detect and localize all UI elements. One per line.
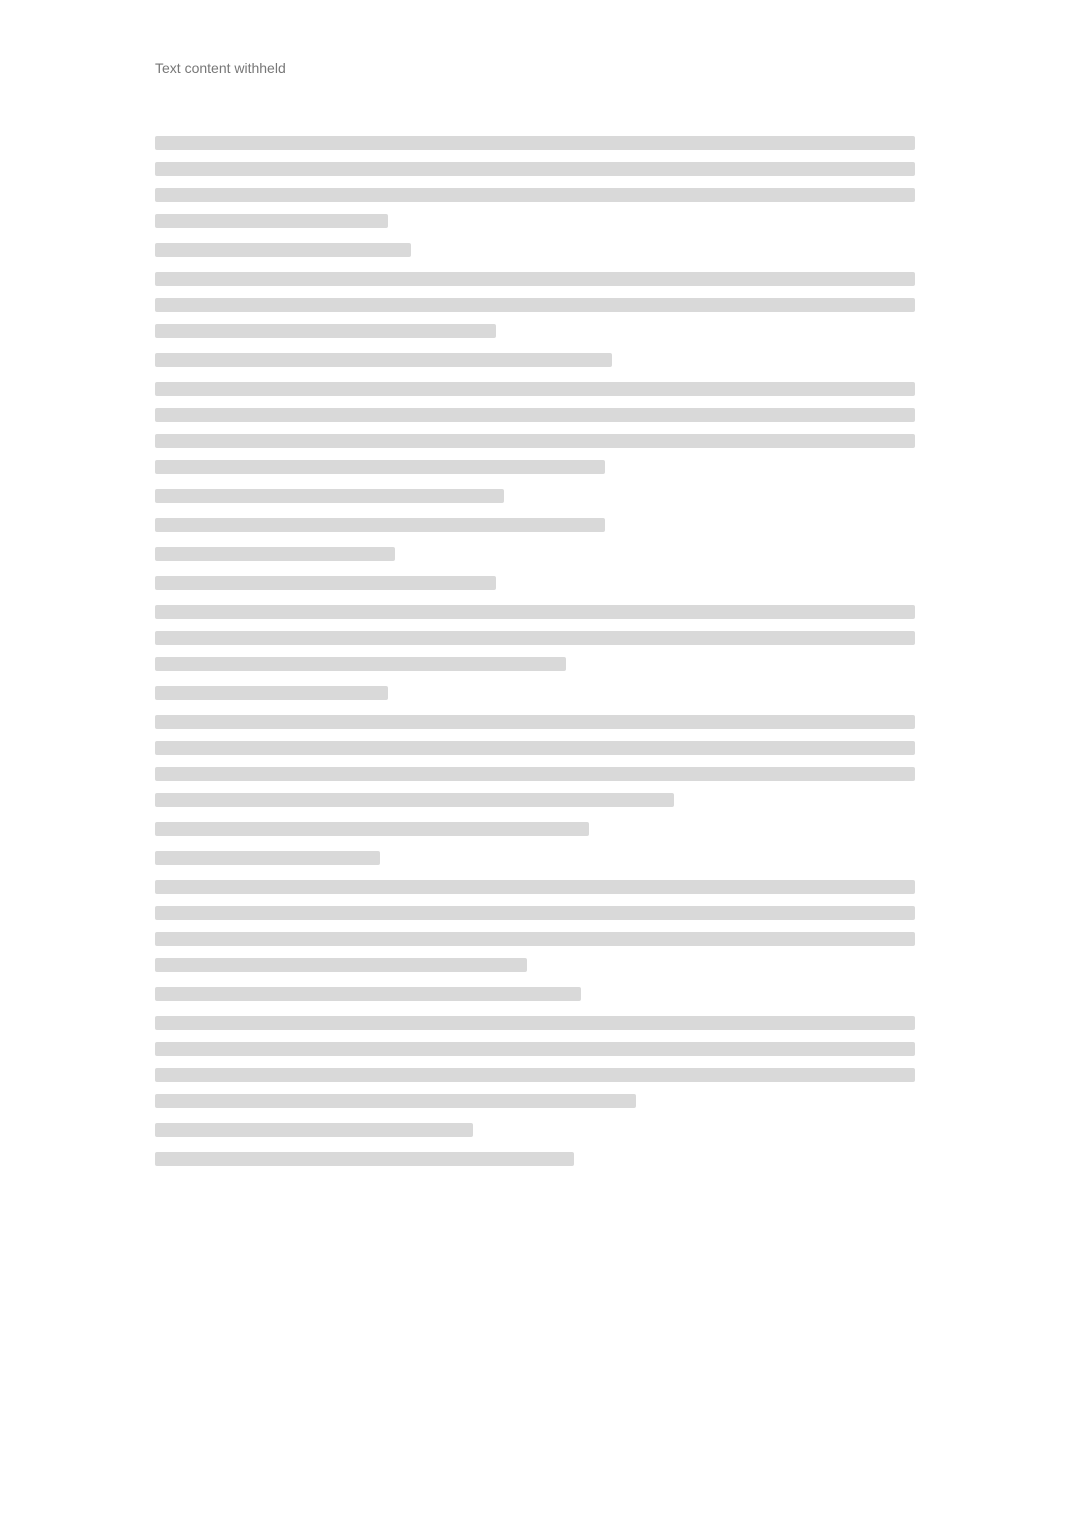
text-line-placeholder [155,793,674,807]
paragraph-placeholder [155,715,930,807]
text-line-placeholder [155,1152,574,1166]
text-line-placeholder [155,460,605,474]
paragraph-placeholder [155,272,930,338]
text-line-placeholder [155,1068,915,1082]
text-line-placeholder [155,136,915,150]
paragraph-placeholder [155,987,930,1001]
text-line-placeholder [155,243,411,257]
paragraph-placeholder [155,353,930,367]
text-line-placeholder [155,576,496,590]
document-page [155,130,930,1181]
paragraph-placeholder [155,136,930,228]
text-line-placeholder [155,741,915,755]
paragraph-placeholder [155,489,930,503]
paragraph-placeholder [155,382,930,474]
paragraph-placeholder [155,547,930,561]
paragraph-placeholder [155,686,930,700]
text-line-placeholder [155,851,380,865]
text-line-placeholder [155,767,915,781]
text-line-placeholder [155,987,581,1001]
text-line-placeholder [155,408,915,422]
text-line-placeholder [155,272,915,286]
text-line-placeholder [155,686,388,700]
text-line-placeholder [155,932,915,946]
paragraph-placeholder [155,1123,930,1137]
text-line-placeholder [155,214,388,228]
text-line-placeholder [155,489,504,503]
text-line-placeholder [155,1016,915,1030]
paragraph-placeholder [155,605,930,671]
text-line-placeholder [155,353,612,367]
text-line-placeholder [155,162,915,176]
paragraph-placeholder [155,822,930,836]
paragraph-placeholder [155,880,930,972]
paragraph-placeholder [155,518,930,532]
text-line-placeholder [155,880,915,894]
text-line-placeholder [155,324,496,338]
text-line-placeholder [155,1042,915,1056]
text-line-placeholder [155,188,915,202]
text-line-placeholder [155,657,566,671]
text-line-placeholder [155,631,915,645]
text-line-placeholder [155,1094,636,1108]
paragraph-placeholder [155,1016,930,1108]
text-line-placeholder [155,434,915,448]
text-line-placeholder [155,382,915,396]
text-line-placeholder [155,958,527,972]
text-line-placeholder [155,605,915,619]
paragraph-placeholder [155,1152,930,1166]
paragraph-placeholder [155,243,930,257]
text-line-placeholder [155,1123,473,1137]
text-line-placeholder [155,906,915,920]
text-line-placeholder [155,822,589,836]
text-line-placeholder [155,715,915,729]
text-line-placeholder [155,547,395,561]
content-withheld-notice: Text content withheld [155,60,286,76]
paragraph-placeholder [155,576,930,590]
text-line-placeholder [155,298,915,312]
paragraph-placeholder [155,851,930,865]
text-line-placeholder [155,518,605,532]
